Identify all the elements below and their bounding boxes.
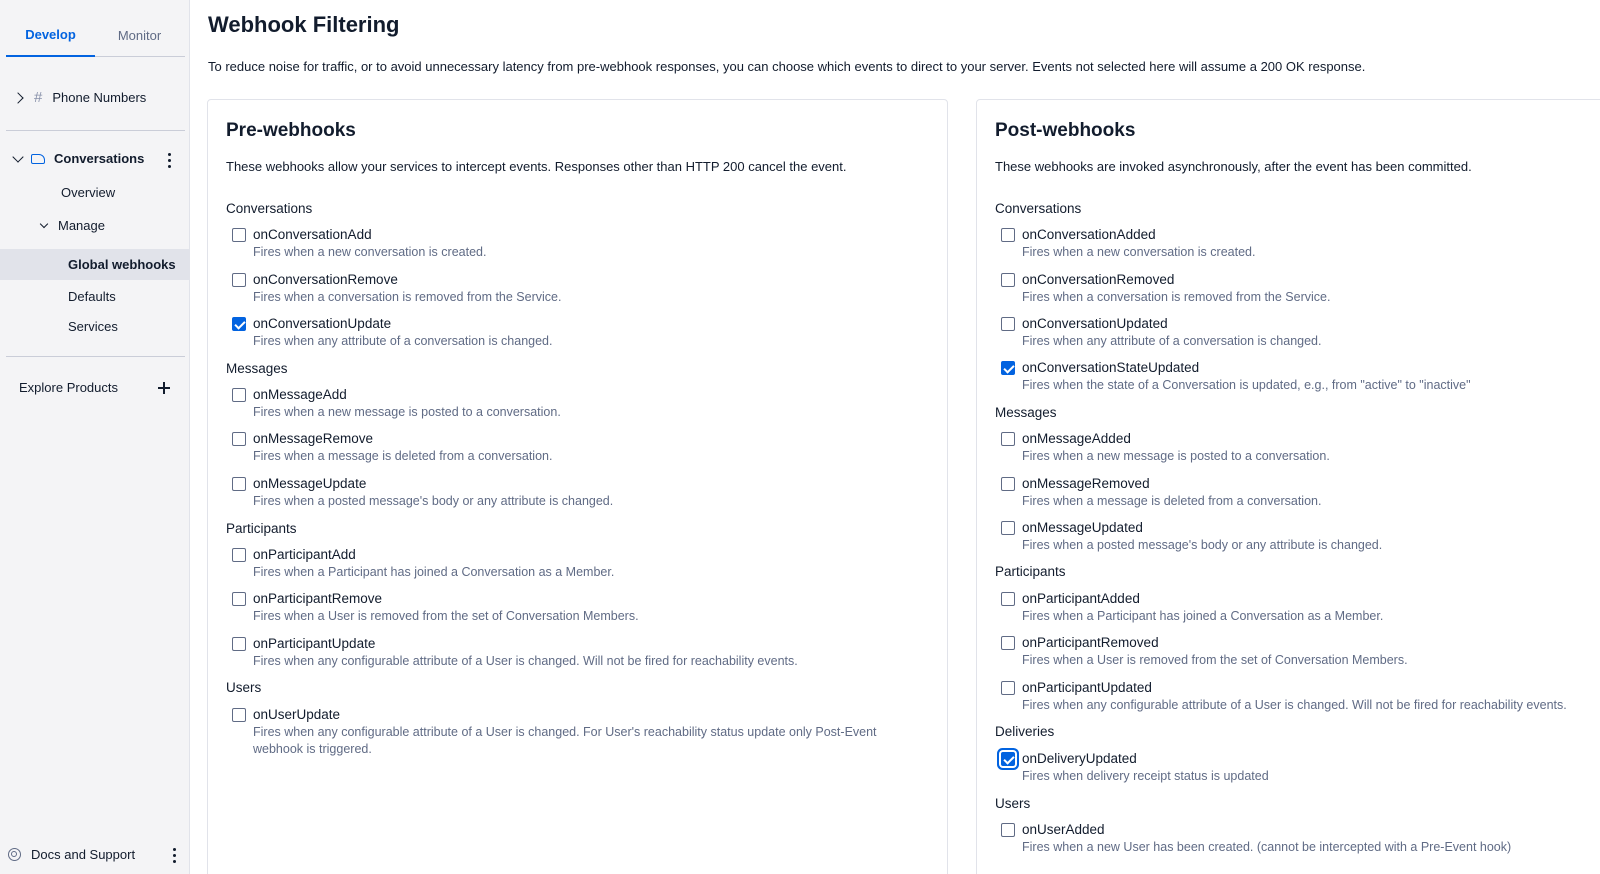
event-description: Fires when a new message is posted to a conversation. [1022,449,1330,463]
event-name: onMessageRemove [253,431,374,446]
event-name: onConversationUpdate [253,316,392,331]
card-title: Post-webhooks [995,120,1136,141]
event-description: Fires when a message is deleted from a conversation. [1022,494,1322,508]
event-description: Fires when a conversation is removed from the Service. [253,290,562,304]
post-webhooks-card [976,99,1600,874]
event-description: Fires when a new conversation is created. [253,245,487,259]
page-title: Webhook Filtering [208,12,400,37]
checkbox[interactable] [1001,681,1015,695]
group-title: Messages [995,405,1057,420]
event-name: onParticipantUpdate [253,636,376,651]
event-description: Fires when any configurable attribute of a User is changed. For User's reachability status update only Post-Event webhook is triggered. [253,725,877,756]
sidebar-divider [6,356,185,357]
checkbox[interactable] [1001,592,1015,606]
event-description: Fires when a new conversation is created. [1022,245,1256,259]
event-name: onMessageUpdated [1022,520,1143,535]
tab-monitor[interactable]: Monitor [117,28,162,43]
sidebar-item-label: Manage [58,218,105,233]
checkbox[interactable] [232,432,246,446]
checkbox[interactable] [232,548,246,562]
conversations-more-icon[interactable] [168,153,172,168]
group-title: Users [995,796,1031,811]
event-description: Fires when any attribute of a conversation is changed. [253,334,553,348]
event-name: onMessageAdd [253,387,347,402]
event-name: onConversationAdded [1022,227,1156,242]
checkbox[interactable] [1001,752,1015,766]
checkbox[interactable] [232,388,246,402]
event-name: onConversationRemoved [1022,272,1175,287]
checkbox[interactable] [232,708,246,722]
sidebar-item-label: Global webhooks [68,257,176,272]
event-description: Fires when a conversation is removed from the Service. [1022,290,1331,304]
group-title: Conversations [995,201,1082,216]
checkbox[interactable] [1001,823,1015,837]
sidebar-item-docs-support[interactable] [8,847,135,862]
page-description: To reduce noise for traffic, or to avoid unnecessary latency from pre-webhook responses, you can choose which events to direct to your server. Events not selected here will assume a 200 OK response. [208,59,1366,74]
event-name: onMessageUpdate [253,476,367,491]
conversations-icon [31,154,45,164]
event-description: Fires when delivery receipt status is updated [1022,769,1269,783]
sidebar-item-label: Docs and Support [31,847,136,862]
event-description: Fires when any configurable attribute of a User is changed. Will not be fired for reachability events. [1022,698,1567,712]
checkbox[interactable] [1001,432,1015,446]
group-title: Conversations [226,201,313,216]
tab-develop[interactable]: Develop [6,0,95,57]
event-description: Fires when a Participant has joined a Conversation as a Member. [1022,609,1384,623]
sidebar-divider [6,130,185,131]
group-title: Participants [226,521,297,536]
checkbox[interactable] [1001,477,1015,491]
event-name: onUserAdded [1022,822,1105,837]
event-name: onDeliveryUpdated [1022,751,1137,766]
event-name: onParticipantRemoved [1022,635,1159,650]
checkbox[interactable] [1001,273,1015,287]
sidebar-item-label: Services [68,319,118,334]
sidebar-item-label: Overview [61,185,116,200]
event-description: Fires when a posted message's body or any attribute is changed. [1022,538,1383,552]
checkbox[interactable] [1001,636,1015,650]
chevron-down-icon [40,219,48,227]
event-name: onConversationUpdated [1022,316,1168,331]
checkbox[interactable] [1001,228,1015,242]
sidebar-item-defaults[interactable] [68,289,116,304]
sidebar [0,0,190,874]
event-description: Fires when a User is removed from the set of Conversation Members. [1022,653,1408,667]
event-name: onParticipantUpdated [1022,680,1152,695]
group-title: Participants [995,564,1066,579]
event-description: Fires when a message is deleted from a conversation. [253,449,553,463]
checkbox[interactable] [232,317,246,331]
checkbox[interactable] [1001,361,1015,375]
sidebar-item-conversations[interactable] [14,151,144,166]
event-name: onParticipantAdded [1022,591,1140,606]
add-icon[interactable] [158,382,170,394]
checkbox[interactable] [232,637,246,651]
hash-icon: # [34,89,43,106]
checkbox[interactable] [232,228,246,242]
event-description: Fires when a new message is posted to a conversation. [253,405,561,419]
event-name: onConversationRemove [253,272,398,287]
event-name: onMessageAdded [1022,431,1131,446]
checkbox[interactable] [232,273,246,287]
checkbox[interactable] [232,592,246,606]
sidebar-item-label: Explore Products [19,380,118,395]
pre-webhooks-card [207,99,948,874]
chevron-down-icon [12,151,23,162]
event-name: onConversationAdd [253,227,372,242]
event-description: Fires when a posted message's body or any attribute is changed. [253,494,614,508]
event-name: onParticipantRemove [253,591,383,606]
card-title: Pre-webhooks [226,120,356,141]
card-description: These webhooks are invoked asynchronously, after the event has been committed. [995,159,1472,174]
event-description: Fires when a new User has been created. (cannot be intercepted with a Pre-Event hook) [1022,840,1512,854]
sidebar-item-overview[interactable] [61,185,115,200]
card-description: These webhooks allow your services to intercept events. Responses other than HTTP 200 cancel the event. [226,159,847,174]
group-title: Messages [226,361,288,376]
event-name: onParticipantAdd [253,547,356,562]
sidebar-item-global-webhooks[interactable] [68,257,176,272]
event-name: onUserUpdate [253,707,341,722]
sidebar-item-label: Defaults [68,289,116,304]
sidebar-item-explore-products[interactable] [19,380,118,395]
event-description: Fires when the state of a Conversation is updated, e.g., from "active" to "inactive" [1022,378,1471,392]
checkbox[interactable] [232,477,246,491]
event-description: Fires when a User is removed from the set of Conversation Members. [253,609,639,623]
sidebar-tabs [6,0,185,57]
sidebar-item-manage[interactable] [41,218,105,233]
main-content [190,0,1600,874]
checkbox[interactable] [1001,317,1015,331]
event-name: onConversationStateUpdated [1022,360,1200,375]
checkbox[interactable] [1001,521,1015,535]
sidebar-item-phone-numbers[interactable] [14,89,146,106]
docs-more-icon[interactable] [173,848,177,863]
group-title: Deliveries [995,724,1055,739]
sidebar-item-label: Phone Numbers [52,90,147,105]
event-description: Fires when any attribute of a conversation is changed. [1022,334,1322,348]
sidebar-item-label: Conversations [54,151,145,166]
chevron-right-icon [12,92,23,103]
sidebar-item-services[interactable] [68,319,118,334]
event-description: Fires when any configurable attribute of a User is changed. Will not be fired for reachability events. [253,654,798,668]
event-name: onMessageRemoved [1022,476,1150,491]
group-title: Users [226,680,262,695]
lifebuoy-icon [8,848,21,861]
event-description: Fires when a Participant has joined a Conversation as a Member. [253,565,615,579]
